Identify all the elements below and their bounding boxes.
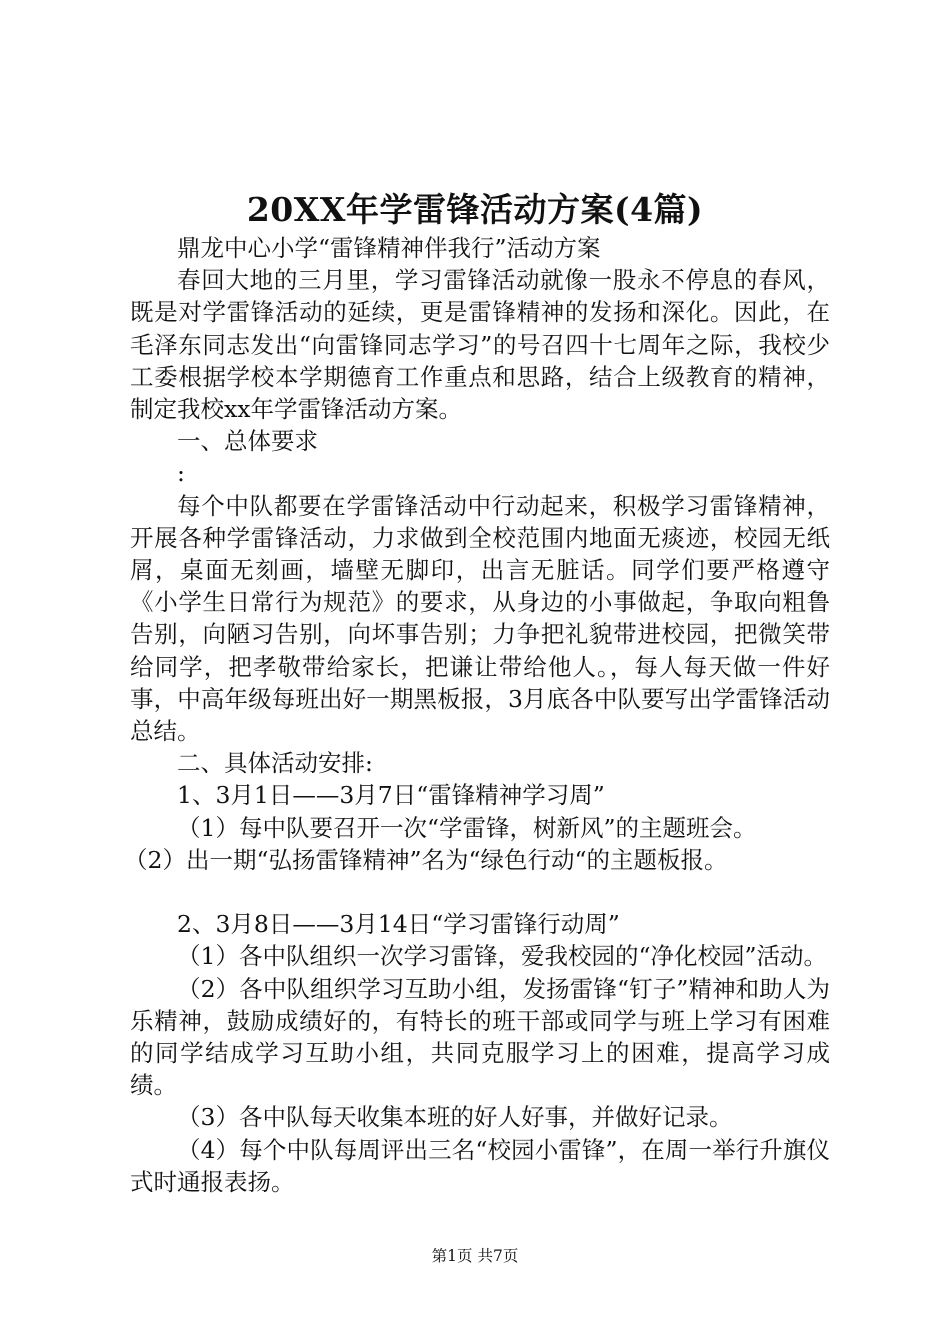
list-item-week-1-1: （1）每中队要召开一次“学雷锋，树新风”的主题班会。 xyxy=(177,813,757,842)
document-body xyxy=(124,232,830,1198)
paragraph-week-2: 2、3月8日——3月14日“学习雷锋行动周” xyxy=(177,910,620,939)
list-item-week-2-3: （3）各中队每天收集本班的好人好事，并做好记录。 xyxy=(177,1103,733,1132)
list-item-week-2-2: （2）各中队组织学习互助小组，发扬雷锋“钉子”精神和助人为乐精神，鼓励成绩好的，有特长的班干部或同学与班上学习有困难的同学结成学习互助小组，共同克服学习上的困难，提高学习成绩。 xyxy=(130,974,830,1100)
paragraph-colon: : xyxy=(177,459,185,488)
list-item-week-2-1: （1）各中队组织一次学习雷锋，爱我校园的“净化校园”活动。 xyxy=(177,942,827,971)
list-item-week-2-4: （4）每个中队每周评出三名“校园小雷锋”，在周一举行升旗仪式时通报表扬。 xyxy=(130,1135,830,1196)
paragraph-intro: 春回大地的三月里，学习雷锋活动就像一股永不停息的春风，既是对学雷锋活动的延续，更是雷锋精神的发扬和深化。因此，在毛泽东同志发出“向雷锋同志学习”的号召四十七周年之际，我校少工委根据学校本学期德育工作重点和思路，结合上级教育的精神，制定我校xx年学雷锋活动方案。 xyxy=(130,266,830,424)
heading-activity-arrangement: 二、具体活动安排: xyxy=(177,749,373,778)
blank-line xyxy=(130,876,830,908)
list-item-week-1-2: （2）出一期“弘扬雷锋精神”名为“绿色行动“的主题板报。 xyxy=(124,845,728,874)
page-footer: 第1页 共7页 xyxy=(431,1247,519,1265)
paragraph-week-1: 1、3月1日——3月7日“雷锋精神学习周” xyxy=(177,781,605,810)
document-title: 20XX年学雷锋活动方案(4篇) xyxy=(246,190,704,229)
paragraph-requirements: 每个中队都要在学雷锋活动中行动起来，积极学习雷锋精神，开展各种学雷锋活动，力求做到全校范围内地面无痰迹，校园无纸屑，桌面无刻画，墙壁无脚印，出言无脏话。同学们要严格遵守《小学生日常行为规范》的要求，从身边的小事做起，争取向粗鲁告别，向陋习告别，向坏事告别；力争把礼貌带进校园，把微笑带给同学，把孝敬带给家长，把谦让带给他人。，每人每天做一件好事，中高年级每班出好一期黑板报，3月底各中队要写出学雷锋活动总结。 xyxy=(130,491,830,746)
heading-general-requirements: 一、总体要求 xyxy=(177,427,318,456)
paragraph-program-name: 鼎龙中心小学“雷锋精神伴我行”活动方案 xyxy=(177,234,601,262)
